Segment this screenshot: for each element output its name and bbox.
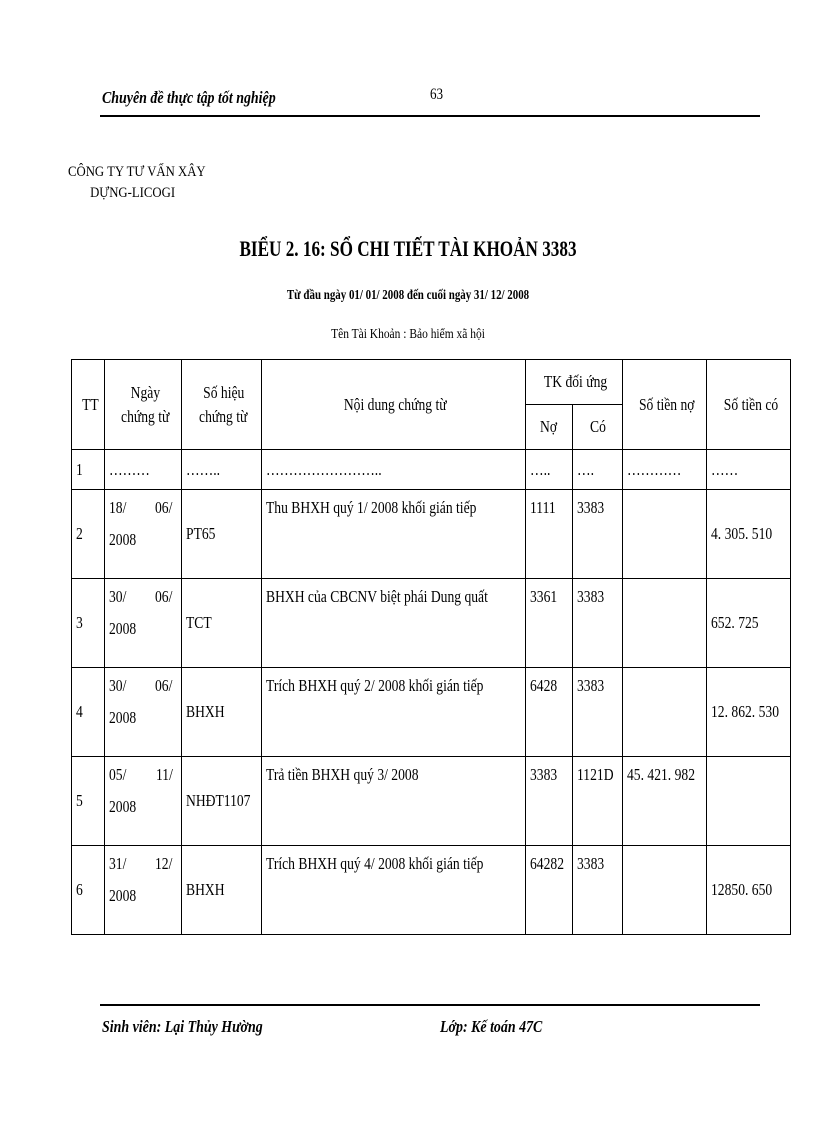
cell-noi-dung: ……………………..: [262, 450, 526, 490]
table-row: [72, 490, 791, 579]
table-row: [72, 668, 791, 757]
header-rule: [100, 115, 760, 117]
cell-so-tien-no: [623, 846, 707, 935]
header-co: Có: [573, 405, 623, 450]
cell-no: 6428: [526, 668, 573, 757]
company-name: [68, 162, 206, 204]
cell-no: …..: [526, 450, 573, 490]
header-tk-doi-ung: TK đối ứng: [526, 360, 623, 405]
cell-no: 1111: [526, 490, 573, 579]
page-number: 63: [430, 86, 444, 103]
ledger-table: [71, 359, 791, 935]
cell-so-tien-no: [623, 490, 707, 579]
header-so-tien-co: Số tiền có: [707, 360, 791, 450]
table-row-placeholder: [72, 450, 791, 490]
cell-noi-dung: Trả tiền BHXH quý 3/ 2008: [262, 757, 526, 846]
cell-so-tien-co: [707, 757, 791, 846]
cell-so-tien-co: 4. 305. 510: [707, 490, 791, 579]
cell-so-hieu: TCT: [182, 579, 262, 668]
cell-so-tien-co: ……: [707, 450, 791, 490]
cell-so-tien-co: 12850. 650: [707, 846, 791, 935]
cell-co: 3383: [573, 579, 623, 668]
cell-tt: 2: [72, 490, 105, 579]
footer-class: Lớp: Kế toán 47C: [440, 1017, 543, 1036]
header-noi-dung: Nội dung chứng từ: [262, 360, 526, 450]
cell-ngay: 30/ 06/ 2008: [105, 668, 182, 757]
cell-co: ….: [573, 450, 623, 490]
cell-so-hieu: ……..: [182, 450, 262, 490]
cell-so-tien-no: 45. 421. 982: [623, 757, 707, 846]
cell-so-hieu: BHXH: [182, 668, 262, 757]
cell-ngay: ………: [105, 450, 182, 490]
cell-so-tien-no: [623, 579, 707, 668]
period-subtitle: Từ đầu ngày 01/ 01/ 2008 đến cuối ngày 31/ 12/ 2008: [286, 288, 530, 303]
cell-noi-dung: BHXH của CBCNV biệt phái Dung quất: [262, 579, 526, 668]
cell-tt: 4: [72, 668, 105, 757]
cell-no: 64282: [526, 846, 573, 935]
cell-so-hieu: BHXH: [182, 846, 262, 935]
cell-so-hieu: PT65: [182, 490, 262, 579]
account-name: Tên Tài Khoản : Bảo hiểm xã hội: [331, 327, 485, 342]
cell-co: 3383: [573, 490, 623, 579]
cell-tt: 1: [72, 450, 105, 490]
cell-so-tien-co: 652. 725: [707, 579, 791, 668]
cell-ngay: 30/ 06/ 2008: [105, 579, 182, 668]
cell-no: 3383: [526, 757, 573, 846]
table-row: [72, 846, 791, 935]
cell-tt: 6: [72, 846, 105, 935]
cell-so-hieu: NHĐT1107: [182, 757, 262, 846]
cell-ngay: 18/ 06/ 2008: [105, 490, 182, 579]
cell-ngay: 31/ 12/ 2008: [105, 846, 182, 935]
page-header: [100, 84, 760, 114]
header-so-tien-no: Số tiền nợ: [623, 360, 707, 450]
company-name-line1: CÔNG TY TƯ VẤN XÂY: [68, 164, 206, 180]
header-no: Nợ: [526, 405, 573, 450]
cell-no: 3361: [526, 579, 573, 668]
cell-so-tien-co: 12. 862. 530: [707, 668, 791, 757]
cell-tt: 5: [72, 757, 105, 846]
cell-noi-dung: Trích BHXH quý 4/ 2008 khối gián tiếp: [262, 846, 526, 935]
cell-noi-dung: Trích BHXH quý 2/ 2008 khối gián tiếp: [262, 668, 526, 757]
cell-so-tien-no: …………: [623, 450, 707, 490]
cell-co: 3383: [573, 668, 623, 757]
table-row: [72, 579, 791, 668]
footer-rule: [100, 1004, 760, 1006]
cell-ngay: 05/ 11/ 2008: [105, 757, 182, 846]
cell-so-tien-no: [623, 668, 707, 757]
cell-co: 3383: [573, 846, 623, 935]
document-title: BIỂU 2. 16: SỔ CHI TIẾT TÀI KHOẢN 3383: [239, 236, 577, 261]
cell-co: 1121D: [573, 757, 623, 846]
header-so-hieu-chung-tu: Số hiệu chứng từ: [182, 360, 262, 450]
header-ngay-chung-tu: Ngày chứng từ: [105, 360, 182, 450]
footer-student: Sinh viên: Lại Thủy Hường: [102, 1017, 263, 1036]
company-name-line2: DỰNG-LICOGI: [90, 185, 176, 201]
cell-tt: 3: [72, 579, 105, 668]
report-type-label: Chuyên đề thực tập tốt nghiệp: [102, 88, 276, 107]
cell-noi-dung: Thu BHXH quý 1/ 2008 khối gián tiếp: [262, 490, 526, 579]
header-tt: TT: [72, 360, 105, 450]
table-row: [72, 757, 791, 846]
